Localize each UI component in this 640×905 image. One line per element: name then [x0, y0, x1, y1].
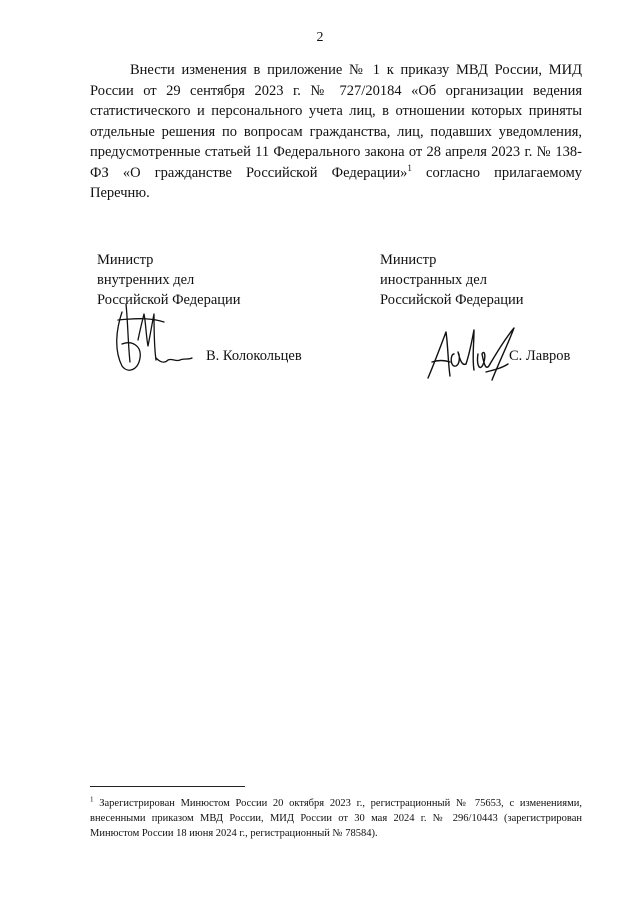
order-text-tail: согласно прилагаемому Перечню.	[90, 164, 582, 201]
signatory-left-title-line1: Министр	[97, 252, 154, 268]
signature-left	[108, 300, 194, 376]
signatory-right-title-line2: иностранных дел	[380, 272, 487, 288]
signatory-right-title-line1: Министр	[380, 252, 437, 268]
order-text-body: Внести изменения в приложение № 1 к приказу МВД России, МИД России от 29 сентября 2023 г. № 727/20184 «Об организации ведения статистического и персонального учета лиц, в отношении которых приняты отдельные решения по вопросам гражданства, лиц, подавших уведомления, предусмотренные статьей 11 Федерального закона от 28 апреля 2023 г. № 138-ФЗ «О гражданстве Российской Федерации»	[90, 62, 582, 181]
footnote-mark: 1	[90, 795, 94, 804]
footnote-reference: 1	[407, 162, 412, 173]
signatory-right-title-line3: Российской Федерации	[380, 292, 524, 308]
signatory-right-name: С. Лавров	[509, 348, 571, 364]
order-text	[90, 60, 582, 204]
footnote	[90, 796, 582, 841]
footnote-text: Зарегистрирован Минюстом России 20 октября 2023 г., регистрационный № 75653, с изменениями, внесенными приказом МВД России, МИД России от 30 мая 2024 г. № 296/10443 (зарегистрирован Минюстом России 18 июня 2024 г., регистрационный № 78584).	[90, 798, 582, 839]
signatory-left-title-line3: Российской Федерации	[97, 292, 241, 308]
footnote-divider	[90, 786, 245, 787]
signatory-right-title	[380, 250, 524, 310]
signature-right	[424, 324, 516, 384]
signatory-left-title-line2: внутренних дел	[97, 272, 195, 288]
main-paragraph	[90, 60, 582, 204]
signatory-left-name: В. Колокольцев	[206, 348, 302, 364]
page-number: 2	[316, 30, 324, 45]
